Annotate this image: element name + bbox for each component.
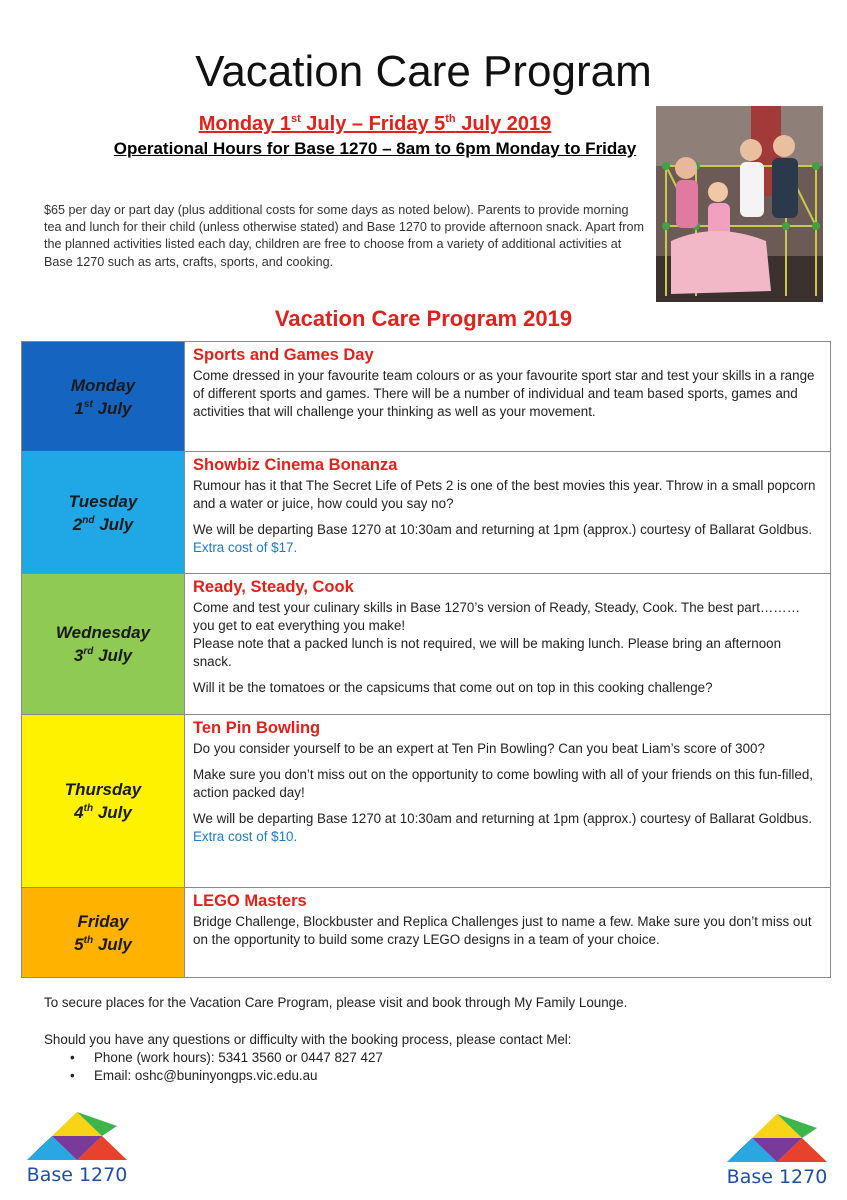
page-title: Vacation Care Program	[195, 47, 652, 96]
activity-cell	[185, 715, 831, 888]
program-table	[21, 341, 831, 978]
day-row-tuesday	[22, 452, 831, 574]
activity-title: Showbiz Cinema Bonanza	[193, 456, 398, 474]
activity-cell	[185, 574, 831, 715]
activity-text: Bridge Challenge, Blockbuster and Replica Challenges just to name a few. Make sure you don’t miss out on the opportunity to build some crazy LEGO designs in a team of your choice.	[193, 914, 812, 947]
logo-text: Base 1270	[26, 1164, 128, 1186]
operational-hours: Operational Hours for Base 1270 – 8am to 6pm Monday to Friday	[113, 139, 637, 158]
activity-cell	[185, 452, 831, 574]
email-item: • Email: oshc@buninyongps.vic.edu.au	[70, 1067, 824, 1085]
triangle-logo-icon	[722, 1110, 832, 1166]
intro-paragraph: $65 per day or part day (plus additional costs for some days as noted below). Parents to provide morning tea and lunch for their child (unless otherwise stated) and Base 1270 to provide afternoon snack. Apart from the planned activities listed each day, children are free to choose from a variety of additional activities at Base 1270 such as arts, crafts, sports, and cooking.	[44, 203, 644, 269]
base-1270-logo-left	[22, 1108, 132, 1186]
contact-list	[44, 1049, 824, 1085]
day-cell: Wednesday 3rd July	[22, 574, 185, 715]
extra-cost: Extra cost of $17.	[193, 540, 298, 555]
contact-text: Should you have any questions or difficulty with the booking process, please contact Mel:	[44, 1032, 572, 1047]
day-cell: Tuesday 2nd July	[22, 452, 185, 574]
activity-cell	[185, 888, 831, 978]
extra-cost: Extra cost of $10.	[193, 829, 298, 844]
footer	[44, 994, 824, 1085]
activity-title: Ready, Steady, Cook	[193, 578, 354, 596]
activity-title: Ten Pin Bowling	[193, 719, 321, 737]
day-cell: Monday 1st July	[22, 342, 185, 452]
activity-text: We will be departing Base 1270 at 10:30am and returning at 1pm (approx.) courtesy of Ballarat Goldbus. Extra cost of $17.	[193, 522, 813, 555]
activity-text: Come dressed in your favourite team colours or as your favourite sport star and test your skills in a range of different sports and games. There will be a number of individual and team based sports, games and activities that will challenge your thinking as well as your movement.	[193, 368, 815, 419]
logo-text: Base 1270	[726, 1166, 828, 1188]
children-photo	[656, 106, 823, 302]
triangle-logo-icon	[22, 1108, 132, 1164]
day-cell: Friday 5th July	[22, 888, 185, 978]
program-subtitle: Vacation Care Program 2019	[274, 306, 573, 331]
activity-title: Sports and Games Day	[193, 346, 374, 364]
day-row-monday	[22, 342, 831, 452]
day-row-friday	[22, 888, 831, 978]
activity-text: Come and test your culinary skills in Base 1270’s version of Ready, Steady, Cook. The best part……… you get to eat everything you make!	[193, 600, 801, 633]
booking-text: To secure places for the Vacation Care Program, please visit and book through My Family Lounge.	[44, 995, 628, 1010]
activity-text: Please note that a packed lunch is not required, we will be making lunch. Please bring an afternoon snack.	[193, 636, 782, 669]
base-1270-logo-right	[722, 1110, 832, 1188]
day-row-thursday	[22, 715, 831, 888]
activity-cell	[185, 342, 831, 452]
activity-title: LEGO Masters	[193, 892, 307, 910]
date-range: Monday 1st July – Friday 5th July 2019	[198, 113, 552, 135]
activity-text: Will it be the tomatoes or the capsicums that come out on top in this cooking challenge?	[193, 680, 713, 695]
activity-text: Make sure you don’t miss out on the opportunity to come bowling with all of your friends on this fun-filled, action packed day!	[193, 767, 814, 800]
activity-text: Do you consider yourself to be an expert at Ten Pin Bowling? Can you beat Liam’s score of 300?	[193, 741, 765, 756]
day-cell: Thursday 4th July	[22, 715, 185, 888]
activity-text: We will be departing Base 1270 at 10:30am and returning at 1pm (approx.) courtesy of Ballarat Goldbus. Extra cost of $10.	[193, 811, 813, 844]
activity-text: Rumour has it that The Secret Life of Pets 2 is one of the best movies this year. Throw in a small popcorn and a water or juice, how could you say no?	[193, 478, 816, 511]
phone-item: • Phone (work hours): 5341 3560 or 0447 827 427	[70, 1049, 824, 1067]
day-row-wednesday	[22, 574, 831, 715]
